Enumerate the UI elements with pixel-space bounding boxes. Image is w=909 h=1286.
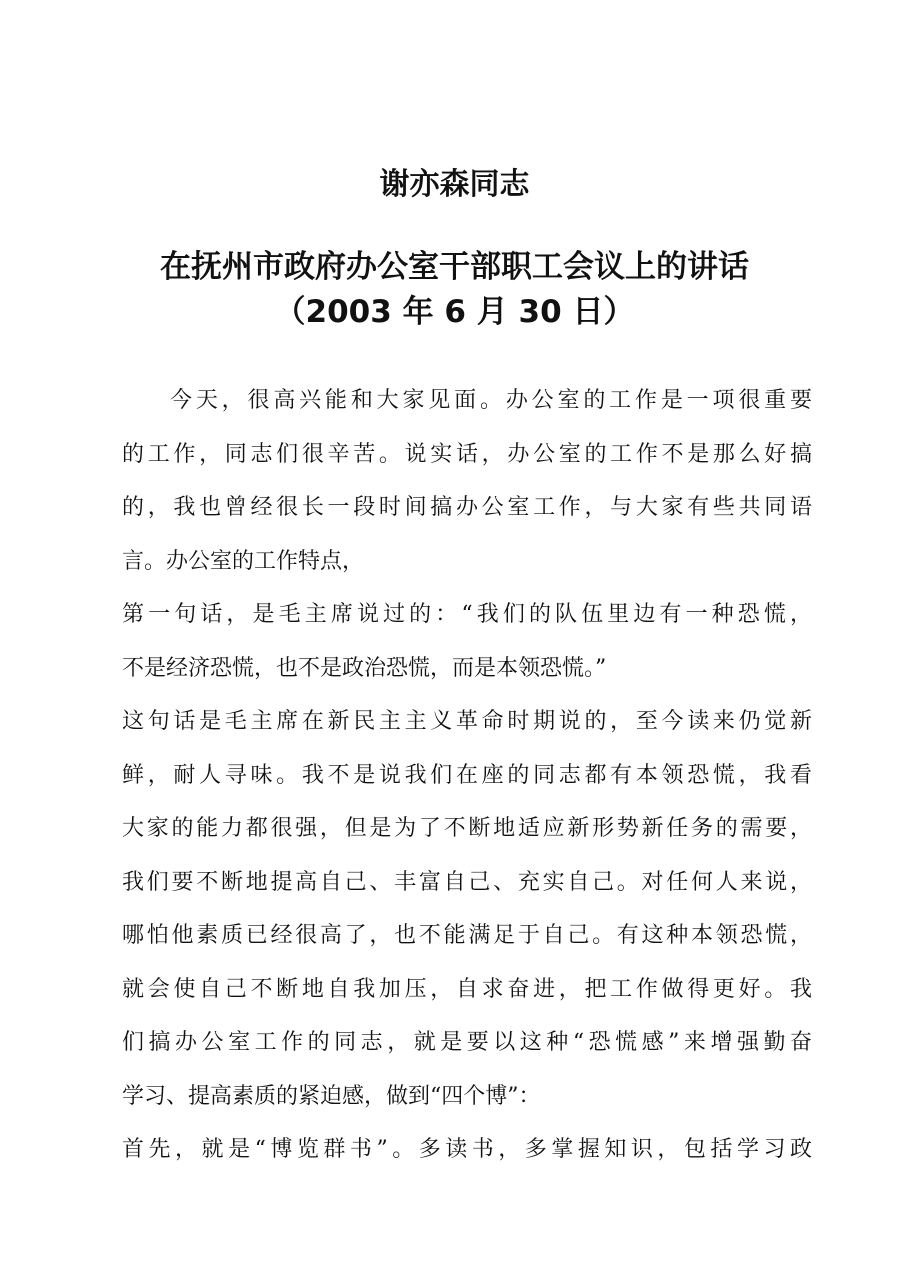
body-line: 就会使自己不断地自我加压，自求奋进，把工作做得更好。我	[122, 976, 812, 1002]
body-line: 们搞办公室工作的同志，就是要以这种“恐慌感”来增强勤奋	[122, 1030, 812, 1055]
speech-date: （2003 年 6 月 30 日）	[274, 294, 635, 330]
body-line: 的，我也曾经很长一段时间搞办公室工作，与大家有些共同语	[122, 495, 812, 520]
body-line: 我们要不断地提高自己、丰富自己、充实自己。对任何人来说，	[122, 869, 812, 895]
body-line: 不是经济恐慌，也不是政治恐慌，而是本领恐慌。”	[122, 655, 607, 681]
body-line: 鲜，耐人寻味。我不是说我们在座的同志都有本领恐慌，我看	[122, 762, 812, 788]
body-line: 言。办公室的工作特点，	[122, 548, 365, 574]
body-line: 大家的能力都很强，但是为了不断地适应新形势新任务的需要，	[122, 816, 812, 841]
speech-body	[122, 374, 812, 1177]
body-line: 今天，很高兴能和大家见面。办公室的工作是一项很重要	[170, 388, 812, 413]
body-line: 的工作，同志们很辛苦。说实话，办公室的工作不是那么好搞	[122, 441, 812, 467]
speaker-title: 谢亦森同志	[379, 167, 530, 202]
body-line: 哪怕他素质已经很高了，也不能满足于自己。有这种本领恐慌，	[122, 923, 812, 948]
body-line: 第一句话，是毛主席说过的：“我们的队伍里边有一种恐慌，	[122, 602, 812, 627]
body-line: 这句话是毛主席在新民主主义革命时期说的，至今读来仍觉新	[122, 709, 812, 734]
body-line: 学习、提高素质的紧迫感，做到“四个博”：	[122, 1083, 541, 1109]
speech-title: 在抚州市政府办公室干部职工会议上的讲话	[160, 249, 749, 285]
body-line: 首先，就是“博览群书”。多读书，多掌握知识，包括学习政	[122, 1137, 812, 1162]
